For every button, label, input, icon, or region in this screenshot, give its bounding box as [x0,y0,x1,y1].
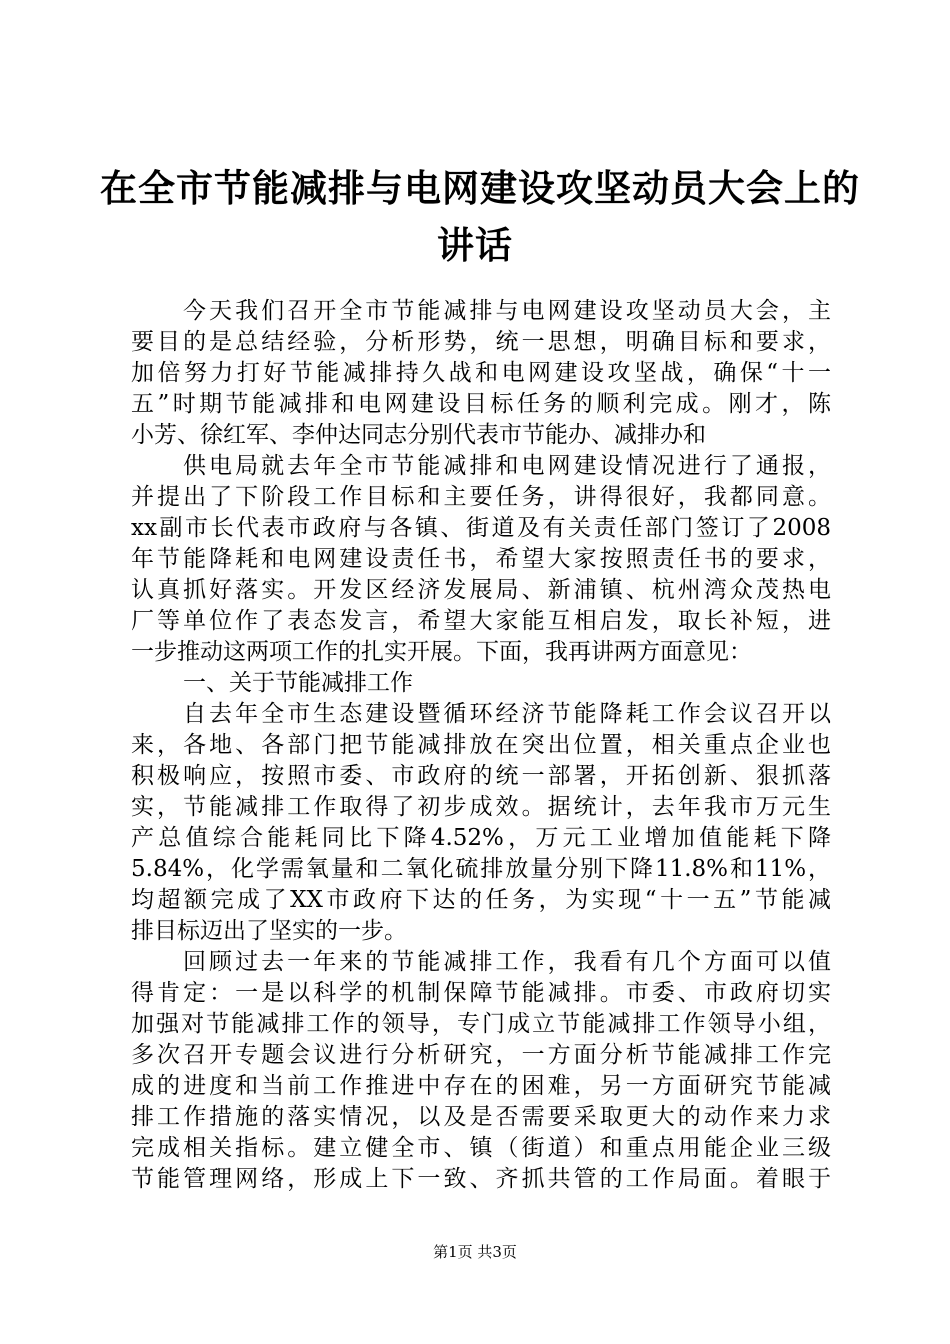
body-line: 得肯定：一是以科学的机制保障节能减排。市委、市政府切实 [131,980,831,1006]
body-line: 积极响应，按照市委、市政府的统一部署，开拓创新、狠抓落 [131,763,831,789]
body-line: 五”时期节能减排和电网建设目标任务的顺利完成。刚才，陈 [131,391,831,417]
body-line: 并提出了下阶段工作目标和主要任务，讲得很好，我都同意。 [131,484,831,510]
body-line: 5.84%，化学需氧量和二氧化硫排放量分别下降11.8%和11%， [131,856,831,882]
body-line: 供电局就去年全市节能减排和电网建设情况进行了通报， [183,453,831,479]
body-line: 自去年全市生态建设暨循环经济节能降耗工作会议召开以 [183,701,831,727]
body-line: 今天我们召开全市节能减排与电网建设攻坚动员大会，主 [183,298,831,324]
body-line: 节能管理网络，形成上下一致、齐抓共管的工作局面。着眼于 [131,1166,831,1192]
body-line: 多次召开专题会议进行分析研究，一方面分析节能减排工作完 [131,1042,831,1068]
body-line: 加强对节能减排工作的领导，专门成立节能减排工作领导小组， [131,1011,831,1037]
body-line: 回顾过去一年来的节能减排工作，我看有几个方面可以值 [183,949,831,975]
document-body [131,296,831,1195]
section-heading: 一、关于节能减排工作 [183,670,413,696]
body-line: 一步推动这两项工作的扎实开展。下面，我再讲两方面意见： [131,639,752,665]
body-line: 产总值综合能耗同比下降4.52%，万元工业增加值能耗下降 [131,825,831,851]
body-line: 加倍努力打好节能减排持久战和电网建设攻坚战，确保“十一 [131,360,831,386]
body-line: 小芳、徐红军、李仲达同志分别代表市节能办、减排办和 [131,422,706,448]
body-line: xx副市长代表市政府与各镇、街道及有关责任部门签订了2008 [131,515,831,541]
body-line: 实，节能减排工作取得了初步成效。据统计，去年我市万元生 [131,794,831,820]
body-line: 认真抓好落实。开发区经济发展局、新浦镇、杭州湾众茂热电 [131,577,831,603]
document-title [100,160,860,274]
title-line: 在全市节能减排与电网建设攻坚动员大会上的 [100,167,860,210]
body-line: 厂等单位作了表态发言，希望大家能互相启发，取长补短，进 [131,608,831,634]
body-line: 年节能降耗和电网建设责任书，希望大家按照责任书的要求， [131,546,831,572]
body-line: 排工作措施的落实情况，以及是否需要采取更大的动作来力求 [131,1104,831,1130]
title-line: 讲话 [437,224,513,267]
body-line: 均超额完成了XX市政府下达的任务，为实现“十一五”节能减 [131,887,831,913]
body-line: 来，各地、各部门把节能减排放在突出位置，相关重点企业也 [131,732,831,758]
body-line: 成的进度和当前工作推进中存在的困难，另一方面研究节能减 [131,1073,831,1099]
body-line: 排目标迈出了坚实的一步。 [131,918,407,944]
body-line: 要目的是总结经验，分析形势，统一思想，明确目标和要求， [131,329,831,355]
body-line: 完成相关指标。建立健全市、镇（街道）和重点用能企业三级 [131,1135,831,1161]
page-number-footer: 第1页 共3页 [433,1243,517,1261]
